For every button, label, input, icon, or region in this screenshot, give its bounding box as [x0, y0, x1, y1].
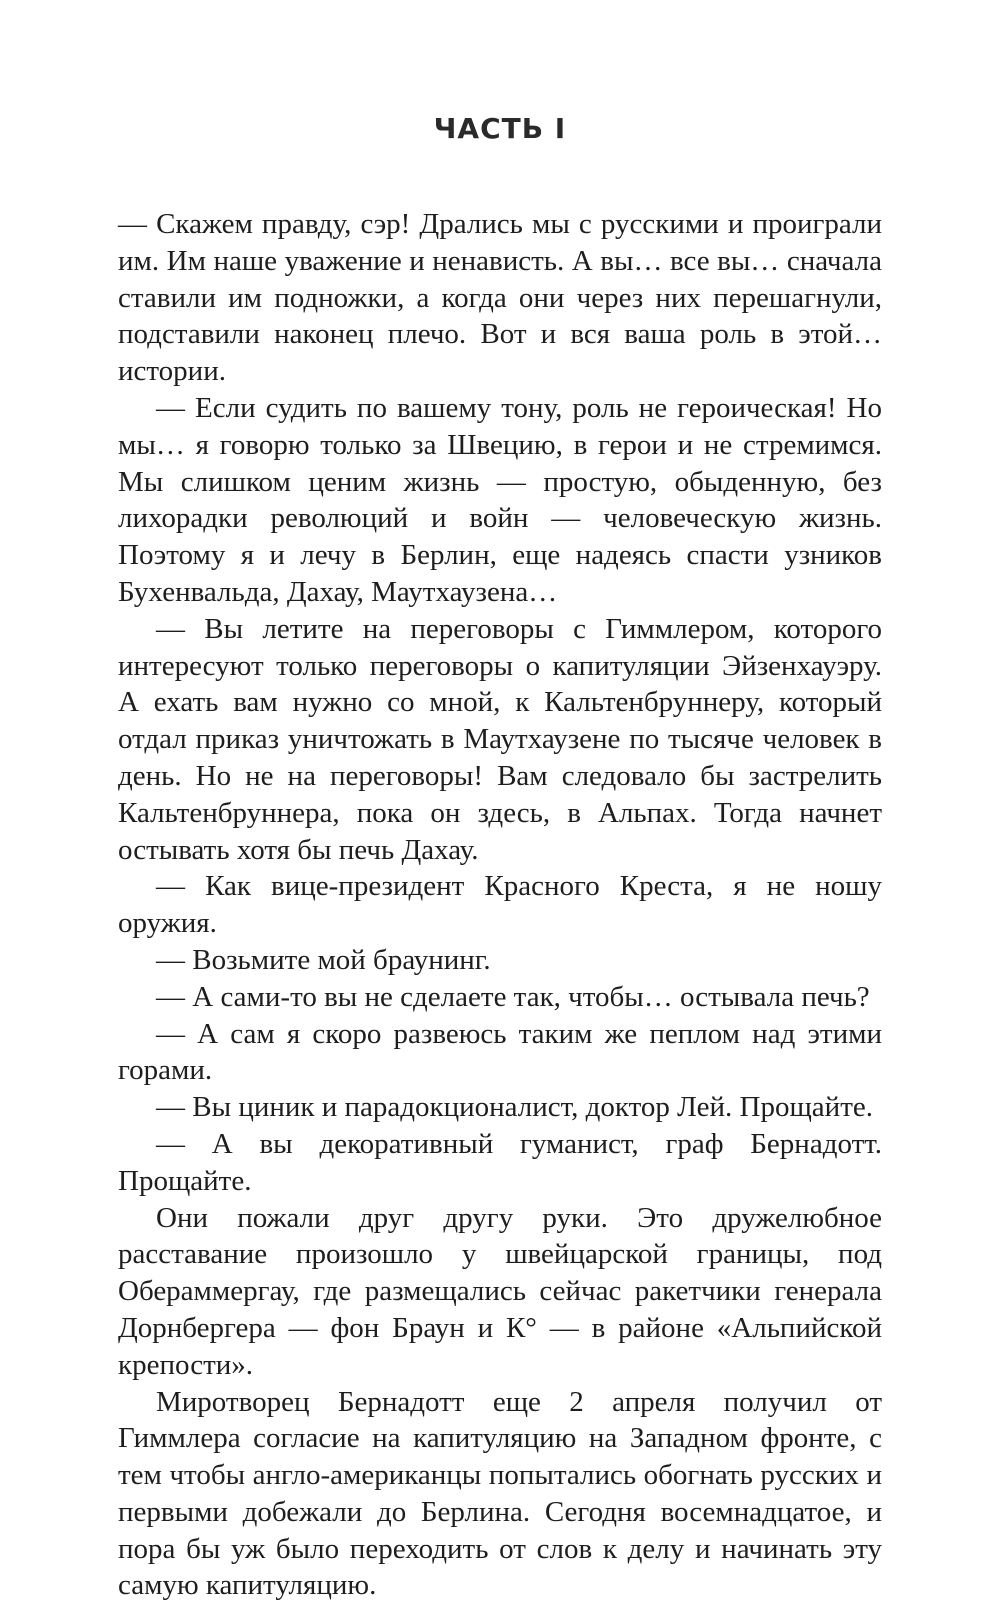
paragraph: Миротворец Бернадотт еще 2 апреля получил от Гиммлера согласие на капитуляцию на Западном фронте, с тем чтобы англо-американцы попытались обогнать русских и первыми добежали до Берлина. Сегодня восемнадцатое, и пора бы уж было переходить от слов к делу и начинать эту самую капитуляцию.: [118, 1384, 882, 1604]
paragraph: — Вы циник и парадокционалист, доктор Лей. Прощайте.: [118, 1089, 882, 1126]
paragraph: — Если судить по вашему тону, роль не героическая! Но мы… я говорю только за Швецию, в герои и не стремимся. Мы слишком ценим жизнь — простую, обыденную, без лихорадки революций и войн — человеческую жизнь. Поэтому я и лечу в Берлин, еще надеясь спасти узников Бухенвальда, Дахау, Маутхаузена…: [118, 390, 882, 611]
running-head: ЧАСТЬ I: [0, 112, 1000, 145]
paragraph: — А сам я скоро развеюсь таким же пеплом над этими горами.: [118, 1016, 882, 1090]
paragraph: Они пожали друг другу руки. Это дружелюбное расставание произошло у швейцарской границы, под Обераммергау, где размещались сейчас ракетчики генерала Дорнбергера — фон Браун и К° — в районе «Альпийской крепости».: [118, 1200, 882, 1384]
paragraph: — Скажем правду, сэр! Дрались мы с русскими и проиграли им. Им наше уважение и ненависть. А вы… все вы… сначала ставили им подножки, а когда они через них перешагнули, подставили наконец плечо. Вот и вся ваша роль в этой… истории.: [118, 206, 882, 390]
paragraph: — Как вице-президент Красного Креста, я не ношу оружия.: [118, 868, 882, 942]
paragraph: — А сами-то вы не сделаете так, чтобы… остывала печь?: [118, 979, 882, 1016]
paragraph: — Возьмите мой браунинг.: [118, 942, 882, 979]
paragraph: — А вы декоративный гуманист, граф Бернадотт. Прощайте.: [118, 1126, 882, 1200]
body-text: [118, 206, 882, 1604]
paragraph: — Вы летите на переговоры с Гиммлером, которого интересуют только переговоры о капитуляции Эйзенхауэру. А ехать вам нужно со мной, к Кальтенбруннеру, который отдал приказ уничтожать в Маутхаузене по тысяче человек в день. Но не на переговоры! Вам следовало бы застрелить Кальтенбруннера, пока он здесь, в Альпах. Тогда начнет остывать хотя бы печь Дахау.: [118, 611, 882, 869]
